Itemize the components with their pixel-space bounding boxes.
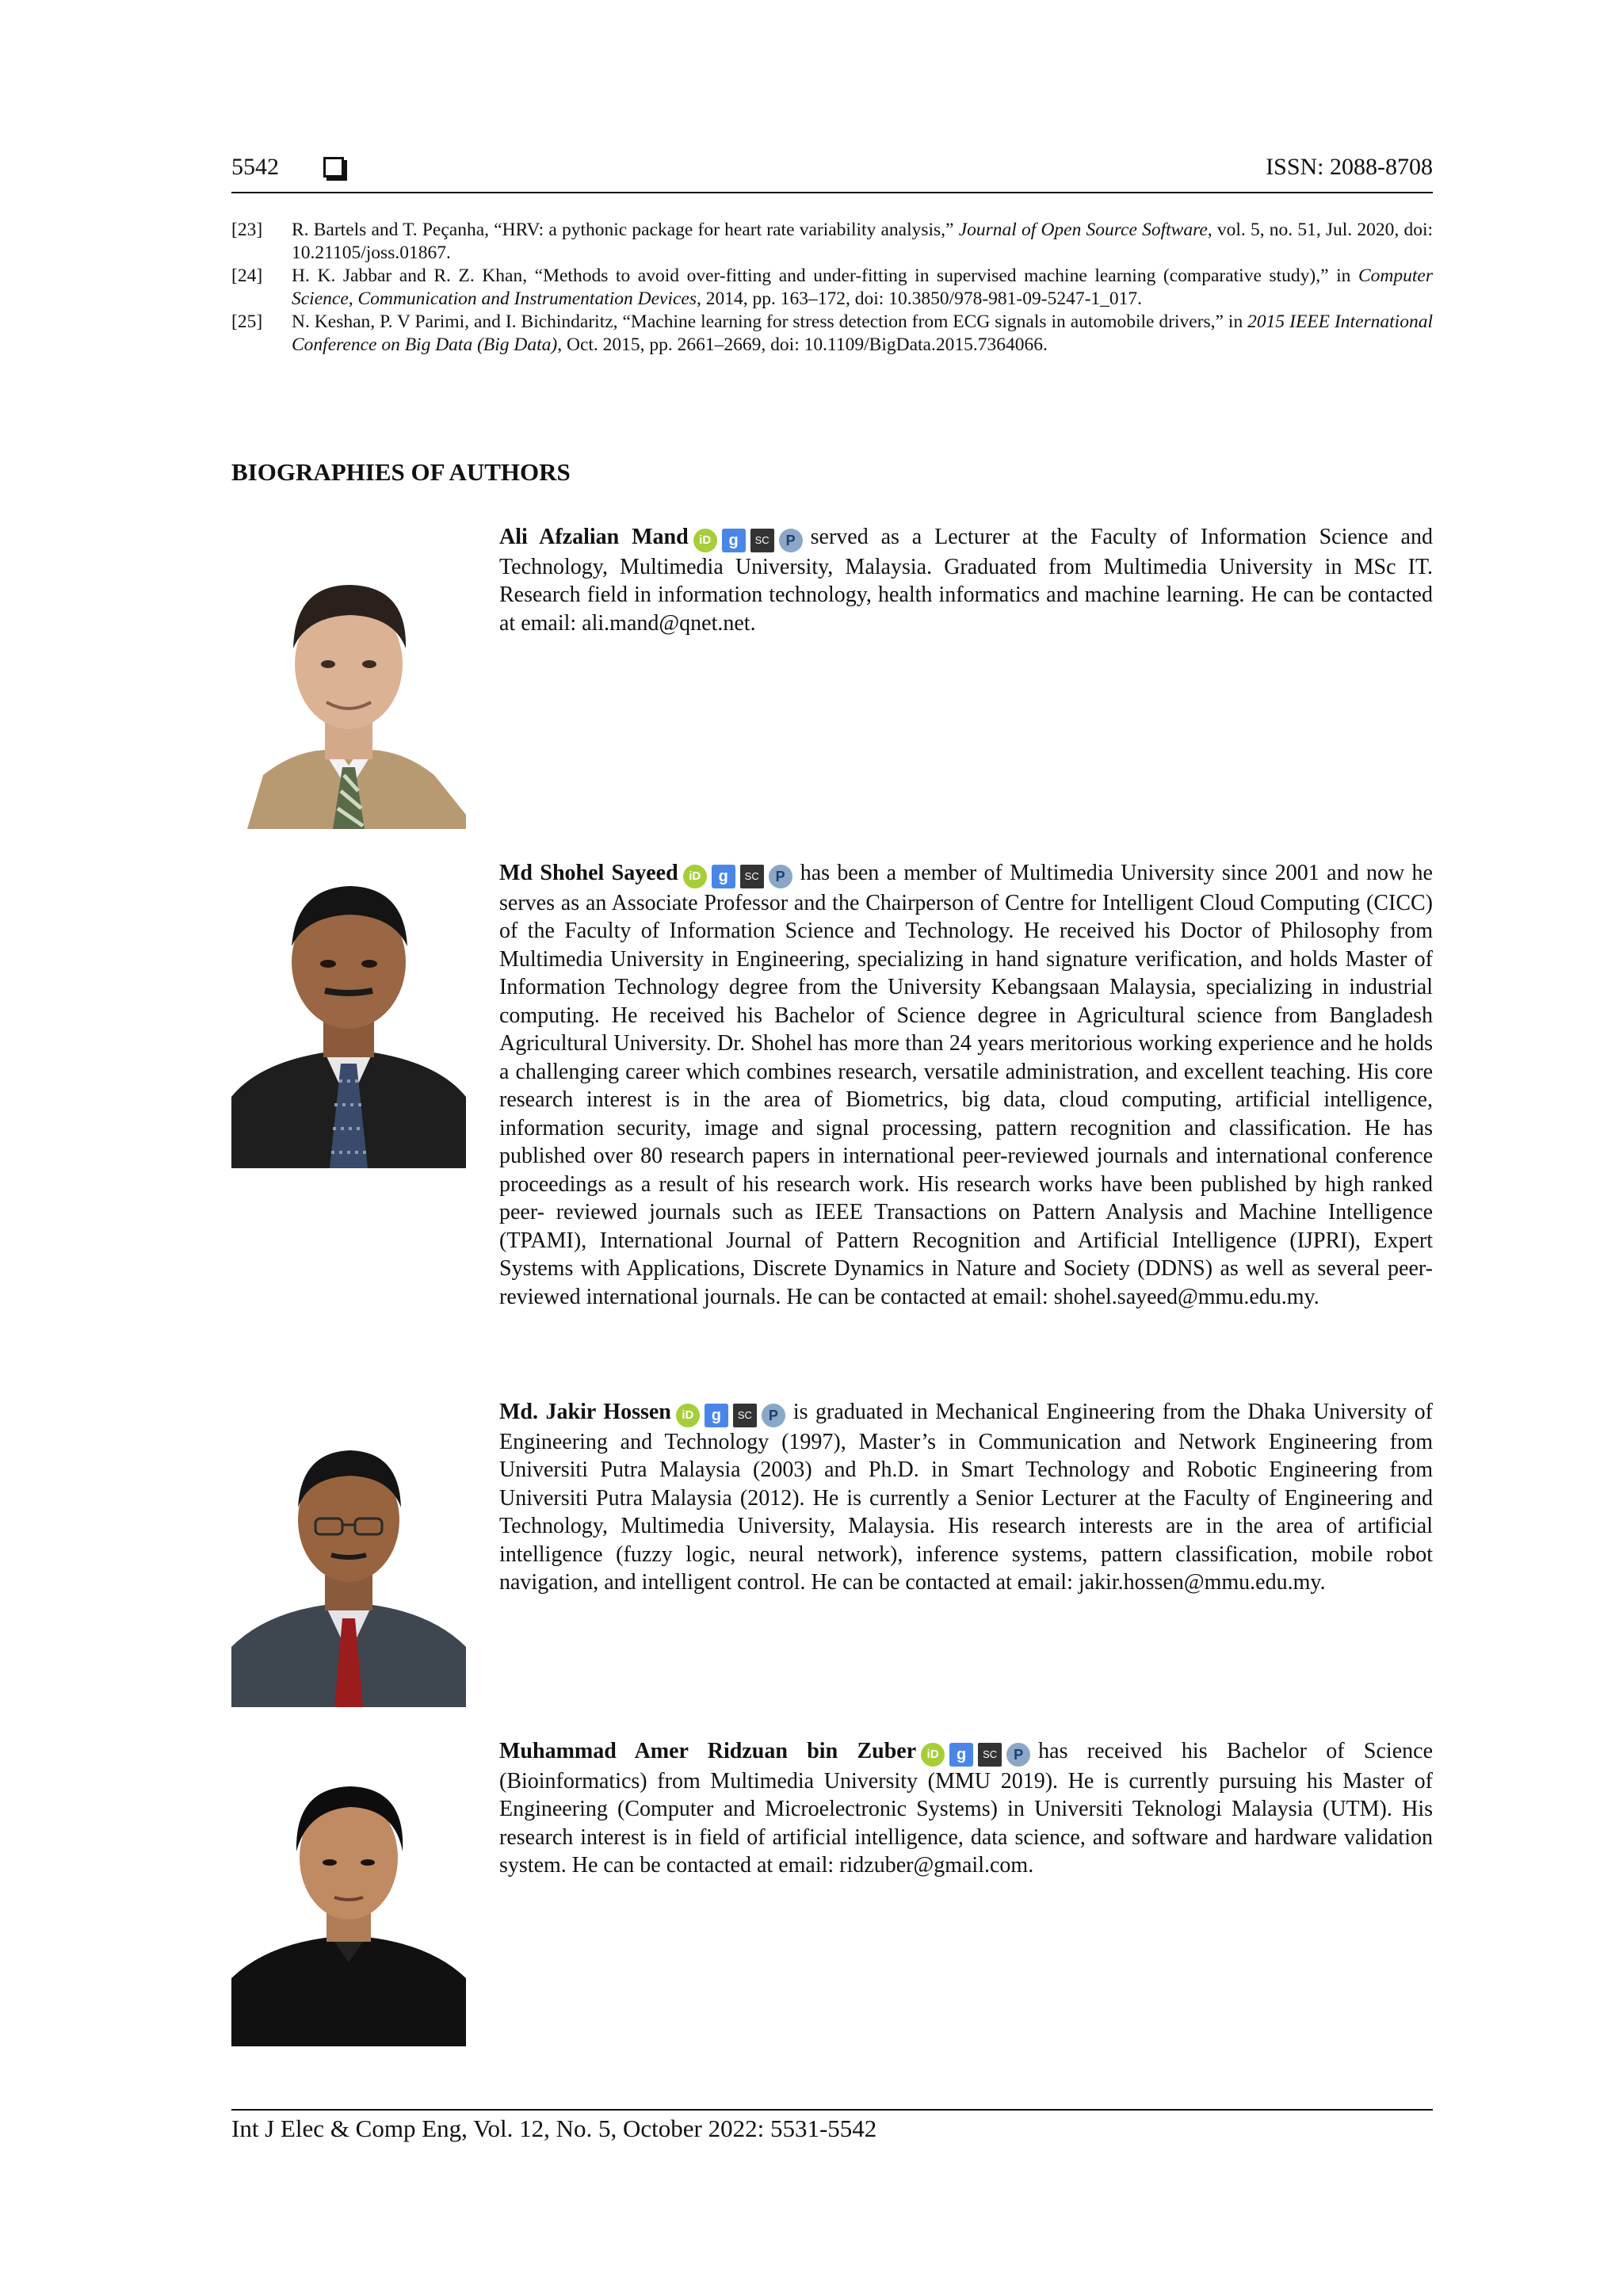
google-scholar-icon[interactable]: g <box>705 1404 728 1427</box>
scopus-icon[interactable]: SC <box>740 865 764 888</box>
author-bio-text <box>499 859 1433 1311</box>
reference-number: [23] <box>231 220 263 240</box>
author-bio-text <box>499 1398 1433 1597</box>
orcid-icon[interactable]: iD <box>921 1743 945 1767</box>
reference-item <box>231 311 1433 357</box>
author-name: Muhammad Amer Ridzuan bin Zuber <box>499 1739 917 1763</box>
author-badges <box>693 525 808 553</box>
author-name: Md. Jakir Hossen <box>499 1400 671 1424</box>
author-photo <box>231 1764 466 2046</box>
author-photo <box>231 859 466 1168</box>
google-scholar-icon[interactable]: g <box>949 1743 973 1767</box>
header-divider <box>231 192 1433 193</box>
journal-footer: Int J Elec & Comp Eng, Vol. 12, No. 5, October 2022: 5531-5542 <box>231 2115 877 2142</box>
author-description: is graduated in Mechanical Engineering from the Dhaka University of Engineering and Technology (1997), Master’s in Communication and Network Engineering from Universiti Putra Malaysia (2003) and Ph.D. in Smart Technology and Robotic Engineering from Universiti Putra Malaysia (2012). He is currently a Senior Lecturer at the Faculty of Engineering and Technology, Multimedia University, Malaysia. His research interests are in the area of artificial intelligence (fuzzy logic, neural network), inference systems, pattern classification, mobile robot navigation, and intelligent control. He can be contacted at email: jakir.hossen@mmu.edu.my. <box>499 1400 1433 1595</box>
reference-item <box>231 265 1433 311</box>
reference-text: N. Keshan, P. V Parimi, and I. Bichindaritz, “Machine learning for stress detection from ECG signals in automobile drivers,” in 2015 IEEE International Conference on Big Data (Big Data), Oct. 2015, pp. 2661–2669, doi: 10.1109/BigData.2015.7364066. <box>292 311 1433 355</box>
checkbox-square-icon <box>323 157 344 178</box>
reference-item <box>231 219 1433 265</box>
author-name: Md Shohel Sayeed <box>499 861 678 885</box>
publons-icon[interactable]: P <box>769 865 792 888</box>
issn-label: ISSN: 2088-8708 <box>1266 154 1433 180</box>
page-header <box>231 154 1433 193</box>
reference-text: H. K. Jabbar and R. Z. Khan, “Methods to avoid over-fitting and under-fitting in supervised machine learning (comparative study),” in Computer Science, Communication and Instrumentation Devices, 2014, pp. 163–172, doi: 10.3850/978-981-09-5247-1_017. <box>292 266 1433 309</box>
orcid-icon[interactable]: iD <box>693 529 717 552</box>
author-description: served as a Lecturer at the Faculty of Information Science and Technology, Multimedia University, Malaysia. Graduated from Multimedia University in MSc IT. Research field in information technology, health informatics and machine learning. He can be contacted at email: ali.mand@qnet.net. <box>499 525 1433 636</box>
scopus-icon[interactable]: SC <box>733 1404 757 1427</box>
footer-divider <box>231 2109 1433 2111</box>
author-badges <box>683 861 797 889</box>
author-description: has received his Bachelor of Science (Bioinformatics) from Multimedia University (MMU 2019). He is currently pursuing his Master of Engineering (Computer and Microelectronic Systems) in Universiti Teknologi Malaysia (UTM). His research interest is in field of artificial intelligence, data science, and software and hardware validation system. He can be contacted at email: ridzuber@gmail.com. <box>499 1739 1433 1878</box>
section-title: BIOGRAPHIES OF AUTHORS <box>231 458 571 486</box>
orcid-icon[interactable]: iD <box>683 865 707 888</box>
references-list <box>231 219 1433 357</box>
scopus-icon[interactable]: SC <box>750 529 774 552</box>
author-bio-text <box>499 1737 1433 1880</box>
orcid-icon[interactable]: iD <box>676 1404 700 1427</box>
google-scholar-icon[interactable]: g <box>712 865 735 888</box>
reference-number: [25] <box>231 311 263 332</box>
publons-icon[interactable]: P <box>762 1404 785 1427</box>
publons-icon[interactable]: P <box>779 529 803 552</box>
scopus-icon[interactable]: SC <box>978 1743 1002 1767</box>
reference-text: R. Bartels and T. Peçanha, “HRV: a pythonic package for heart rate variability analysis,” Journal of Open Source Software, vol. 5, no. 51, Jul. 2020, doi: 10.21105/joss.01867. <box>292 220 1434 263</box>
author-bio-text <box>499 523 1433 637</box>
reference-number: [24] <box>231 266 263 286</box>
author-badges <box>676 1400 790 1428</box>
author-photo <box>231 553 466 829</box>
author-photo <box>231 1425 466 1707</box>
author-description: has been a member of Multimedia University since 2001 and now he serves as an Associate Professor and the Chairperson of Centre for Intelligent Cloud Computing (CICC) of the Faculty of Information Science and Technology. He received his Doctor of Philosophy from Multimedia University in Engineering, specializing in hand signature verification, and holds Master of Information Technology degree from the University Kebangsaan Malaysia, specializing in industrial computing. He received his Bachelor of Science degree in Agricultural science from Bangladesh Agricultural University. Dr. Shohel has more than 24 years meritorious working experience and he holds a challenging career which combines research, versatile administration, and excellent teaching. His core research interest is in the area of Biometrics, big data, cloud computing, artificial intelligence, information security, image and signal processing, pattern recognition and classification. He has published over 80 research papers in international peer-reviewed journals and international conference proceedings as a result of his research work. His research works have been published by high ranked peer- reviewed journals such as IEEE Transactions on Pattern Analysis and Machine Intelligence (TPAMI), International Journal of Pattern Recognition and Artificial Intelligence (IJPRI), Expert Systems with Applications, Discrete Dynamics in Nature and Society (DDNS) as well as several peer-reviewed international journals. He can be contacted at email: shohel.sayeed@mmu.edu.my. <box>499 861 1433 1309</box>
page-number: 5542 <box>231 154 279 180</box>
author-name: Ali Afzalian Mand <box>499 525 689 549</box>
google-scholar-icon[interactable]: g <box>722 529 746 552</box>
publons-icon[interactable]: P <box>1006 1743 1030 1767</box>
author-badges <box>921 1739 1035 1767</box>
